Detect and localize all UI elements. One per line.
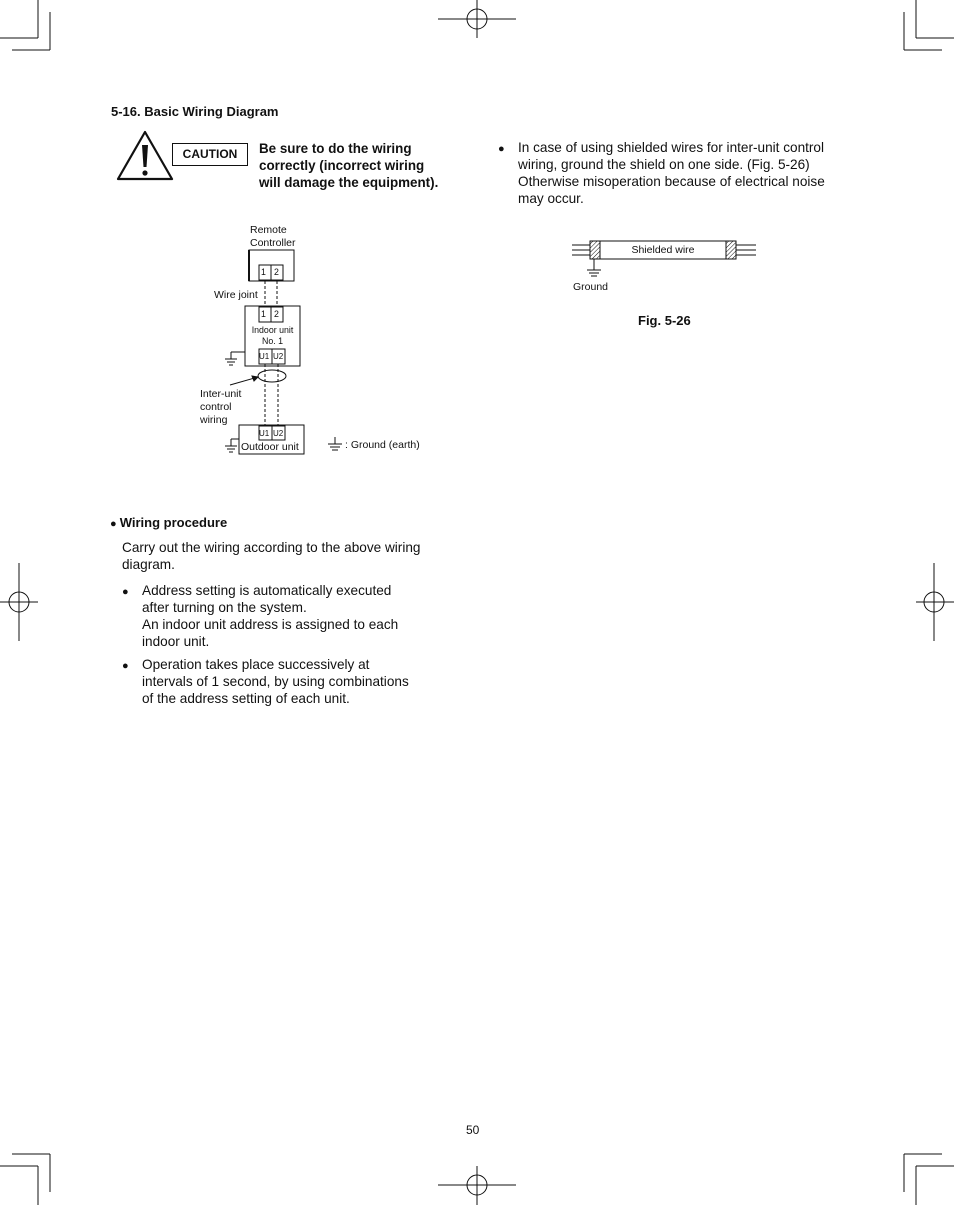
note-line: In case of using shielded wires for inter-unit control	[518, 140, 825, 155]
page-number: 50	[466, 1123, 480, 1137]
remote-controller-label	[250, 224, 296, 250]
outdoor-unit-label: Outdoor unit	[241, 441, 299, 453]
intro-line: Carry out the wiring according to the above wiring	[122, 540, 421, 555]
label-line: Inter-unit	[200, 388, 242, 400]
note-line: Otherwise misoperation because of electrical noise	[518, 174, 825, 189]
label-line: Remote	[250, 224, 287, 236]
label-line: No. 1	[261, 336, 284, 346]
wiring-diagram	[200, 240, 440, 465]
terminal-1-label: 1	[261, 309, 266, 319]
label-line: control	[200, 401, 232, 413]
bullet-line: An indoor unit address is assigned to each	[142, 617, 399, 632]
u1-label: U1	[259, 429, 270, 438]
warning-triangle-icon	[115, 129, 175, 182]
bullet-line: Address setting is automatically executed	[142, 583, 392, 598]
procedure-heading	[110, 515, 227, 530]
procedure-intro	[122, 539, 442, 573]
caution-line: will damage the equipment).	[259, 175, 439, 190]
caution-message	[259, 140, 459, 191]
bullet-line: Operation takes place successively at	[142, 657, 370, 672]
bullet-icon: ●	[110, 518, 120, 530]
terminal-2-label: 2	[274, 309, 279, 319]
caution-line: correctly (incorrect wiring	[259, 158, 425, 173]
u2-label: U2	[273, 352, 284, 361]
bullet-line: of the address setting of each unit.	[142, 691, 350, 706]
wire-joint-label: Wire joint	[214, 289, 258, 301]
u1-label: U1	[259, 352, 270, 361]
shielded-wire-figure	[568, 236, 763, 281]
figure-caption: Fig. 5-26	[638, 313, 691, 328]
ground-legend: : Ground (earth)	[345, 439, 420, 451]
caution-line: Be sure to do the wiring	[259, 141, 412, 156]
intro-line: diagram.	[122, 557, 175, 572]
ground-label: Ground	[573, 281, 609, 293]
note-line: wiring, ground the shield on one side. (Fig. 5-26)	[518, 157, 810, 172]
indoor-unit-label	[245, 325, 300, 347]
note-line: may occur.	[518, 191, 584, 206]
bullet-line: after turning on the system.	[142, 600, 307, 615]
bullet-icon: ●	[122, 586, 129, 598]
label-line: Indoor unit	[251, 325, 294, 335]
shielded-wire-note	[518, 139, 848, 207]
terminal-1-label: 1	[261, 267, 266, 277]
procedure-bullet	[142, 582, 442, 650]
heading-text: Wiring procedure	[119, 515, 228, 530]
label-line: wiring	[200, 414, 228, 426]
terminal-2-label: 2	[274, 267, 279, 277]
section-title: 5-16. Basic Wiring Diagram	[111, 104, 279, 119]
caution-badge: CAUTION	[172, 143, 248, 166]
label-line: Controller	[250, 237, 296, 249]
bullet-line: intervals of 1 second, by using combinations	[142, 674, 409, 689]
ground-symbol-icon	[328, 437, 342, 450]
procedure-bullet	[142, 656, 442, 707]
u2-label: U2	[273, 429, 284, 438]
shielded-wire-label: Shielded wire	[631, 244, 695, 256]
inter-unit-wiring-label	[200, 388, 241, 427]
bullet-icon: ●	[498, 143, 505, 155]
bullet-line: indoor unit.	[142, 634, 210, 649]
bullet-icon: ●	[122, 660, 129, 672]
